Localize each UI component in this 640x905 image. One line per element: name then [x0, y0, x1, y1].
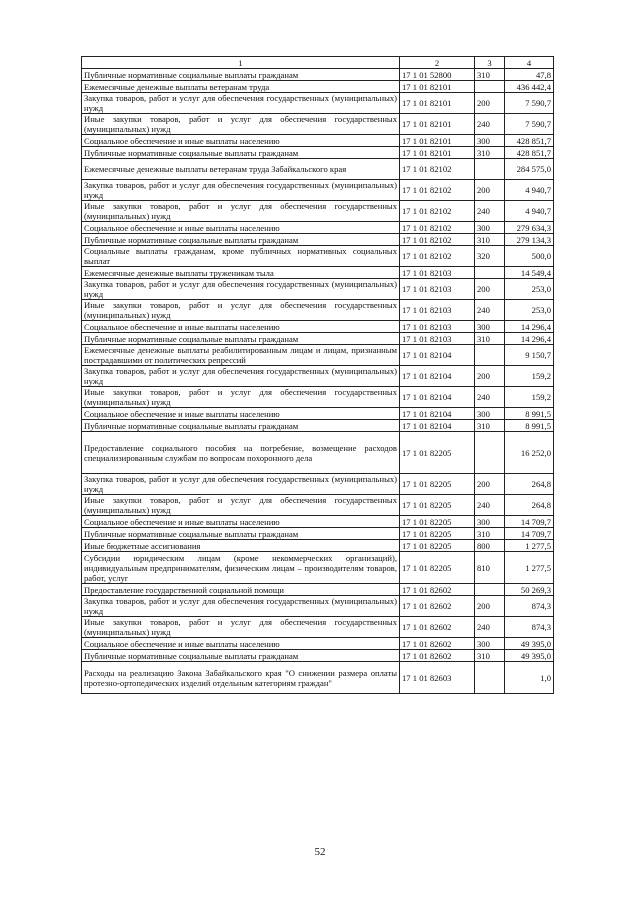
row-name: Закупка товаров, работ и услуг для обеспечения государственных (муниципальных) нужд	[82, 596, 400, 617]
table-row	[82, 474, 554, 495]
row-expense-type: 200	[475, 596, 505, 617]
table-row	[82, 662, 554, 694]
row-code: 17 1 01 52800	[400, 69, 475, 81]
row-amount: 159,2	[505, 366, 554, 387]
row-amount: 8 991,5	[505, 408, 554, 420]
row-code: 17 1 01 82104	[400, 408, 475, 420]
row-code: 17 1 01 82205	[400, 528, 475, 540]
page-number: 52	[314, 846, 326, 858]
row-amount: 264,8	[505, 474, 554, 495]
row-code: 17 1 01 82103	[400, 300, 475, 321]
row-name: Закупка товаров, работ и услуг для обеспечения государственных (муниципальных) нужд	[82, 93, 400, 114]
table-row	[82, 201, 554, 222]
table-row	[82, 246, 554, 267]
row-code: 17 1 01 82101	[400, 135, 475, 147]
row-expense-type	[475, 432, 505, 474]
row-amount: 16 252,0	[505, 432, 554, 474]
row-name: Социальное обеспечение и иные выплаты населению	[82, 321, 400, 333]
row-expense-type: 800	[475, 540, 505, 552]
row-expense-type: 240	[475, 300, 505, 321]
row-expense-type: 310	[475, 147, 505, 159]
row-amount: 8 991,5	[505, 420, 554, 432]
row-name: Иные закупки товаров, работ и услуг для обеспечения государственных (муниципальных) нужд	[82, 387, 400, 408]
row-amount: 14 709,7	[505, 516, 554, 528]
row-name: Субсидии юридическим лицам (кроме некоммерческих организаций), индивидуальным предпринимателям, физическим лицам – производителям товаров, работ, услуг	[82, 552, 400, 584]
row-code: 17 1 01 82205	[400, 540, 475, 552]
row-code: 17 1 01 82205	[400, 516, 475, 528]
row-amount: 1,0	[505, 662, 554, 694]
row-amount: 1 277,5	[505, 540, 554, 552]
row-expense-type	[475, 267, 505, 279]
table-row	[82, 387, 554, 408]
row-amount: 4 940,7	[505, 201, 554, 222]
row-name: Закупка товаров, работ и услуг для обеспечения государственных (муниципальных) нужд	[82, 180, 400, 201]
table-header-row	[82, 57, 554, 69]
row-name: Ежемесячные денежные выплаты ветеранам труда	[82, 81, 400, 93]
row-name: Закупка товаров, работ и услуг для обеспечения государственных (муниципальных) нужд	[82, 279, 400, 300]
row-expense-type: 200	[475, 366, 505, 387]
row-expense-type: 310	[475, 69, 505, 81]
row-name: Социальное обеспечение и иные выплаты населению	[82, 638, 400, 650]
row-expense-type	[475, 345, 505, 366]
row-name: Ежемесячные денежные выплаты ветеранам труда Забайкальского края	[82, 159, 400, 180]
table-row	[82, 267, 554, 279]
row-expense-type: 310	[475, 650, 505, 662]
table-row	[82, 540, 554, 552]
row-code: 17 1 01 82603	[400, 662, 475, 694]
table-row	[82, 147, 554, 159]
row-code: 17 1 01 82205	[400, 432, 475, 474]
row-name: Публичные нормативные социальные выплаты гражданам	[82, 650, 400, 662]
table-row	[82, 321, 554, 333]
row-code: 17 1 01 82101	[400, 114, 475, 135]
row-amount: 253,0	[505, 300, 554, 321]
row-amount: 874,3	[505, 617, 554, 638]
row-amount: 279 134,3	[505, 234, 554, 246]
row-amount: 9 150,7	[505, 345, 554, 366]
column-header-amount: 4	[505, 57, 554, 69]
row-amount: 14 296,4	[505, 321, 554, 333]
table-row	[82, 420, 554, 432]
row-amount: 264,8	[505, 495, 554, 516]
row-code: 17 1 01 82103	[400, 321, 475, 333]
row-code: 17 1 01 82602	[400, 596, 475, 617]
row-amount: 49 395,0	[505, 650, 554, 662]
row-expense-type: 310	[475, 528, 505, 540]
row-name: Публичные нормативные социальные выплаты гражданам	[82, 69, 400, 81]
row-code: 17 1 01 82102	[400, 222, 475, 234]
row-expense-type: 300	[475, 408, 505, 420]
row-code: 17 1 01 82602	[400, 638, 475, 650]
row-amount: 7 590,7	[505, 114, 554, 135]
row-amount: 14 549,4	[505, 267, 554, 279]
table-row	[82, 180, 554, 201]
table-row	[82, 279, 554, 300]
row-name: Иные бюджетные ассигнования	[82, 540, 400, 552]
row-name: Публичные нормативные социальные выплаты гражданам	[82, 333, 400, 345]
row-expense-type: 200	[475, 279, 505, 300]
column-header-name: 1	[82, 57, 400, 69]
row-code: 17 1 01 82101	[400, 81, 475, 93]
column-header-code: 2	[400, 57, 475, 69]
table-row	[82, 408, 554, 420]
row-expense-type: 300	[475, 516, 505, 528]
row-code: 17 1 01 82102	[400, 201, 475, 222]
table-row	[82, 495, 554, 516]
row-name: Предоставление социального пособия на погребение, возмещение расходов специализированным службам по вопросам похоронного дела	[82, 432, 400, 474]
table-row	[82, 345, 554, 366]
row-code: 17 1 01 82101	[400, 93, 475, 114]
row-expense-type: 300	[475, 321, 505, 333]
row-code: 17 1 01 82104	[400, 420, 475, 432]
row-name: Закупка товаров, работ и услуг для обеспечения государственных (муниципальных) нужд	[82, 366, 400, 387]
row-code: 17 1 01 82205	[400, 552, 475, 584]
column-header-expense-type: 3	[475, 57, 505, 69]
row-code: 17 1 01 82103	[400, 267, 475, 279]
row-name: Публичные нормативные социальные выплаты гражданам	[82, 420, 400, 432]
row-amount: 500,0	[505, 246, 554, 267]
row-amount: 428 851,7	[505, 135, 554, 147]
row-expense-type: 200	[475, 474, 505, 495]
row-name: Ежемесячные денежные выплаты труженикам тыла	[82, 267, 400, 279]
row-expense-type: 810	[475, 552, 505, 584]
row-amount: 7 590,7	[505, 93, 554, 114]
row-expense-type: 300	[475, 222, 505, 234]
row-name: Публичные нормативные социальные выплаты гражданам	[82, 147, 400, 159]
table-row	[82, 135, 554, 147]
table-row	[82, 234, 554, 246]
row-code: 17 1 01 82101	[400, 147, 475, 159]
table-row	[82, 617, 554, 638]
row-code: 17 1 01 82602	[400, 650, 475, 662]
row-amount: 49 395,0	[505, 638, 554, 650]
table-row	[82, 114, 554, 135]
table-row	[82, 596, 554, 617]
row-amount: 284 575,0	[505, 159, 554, 180]
row-name: Закупка товаров, работ и услуг для обеспечения государственных (муниципальных) нужд	[82, 474, 400, 495]
row-expense-type: 240	[475, 617, 505, 638]
row-name: Социальное обеспечение и иные выплаты населению	[82, 408, 400, 420]
row-code: 17 1 01 82205	[400, 495, 475, 516]
row-name: Предоставление государственной социальной помощи	[82, 584, 400, 596]
row-amount: 47,8	[505, 69, 554, 81]
row-code: 17 1 01 82102	[400, 234, 475, 246]
row-amount: 279 634,3	[505, 222, 554, 234]
row-amount: 253,0	[505, 279, 554, 300]
row-code: 17 1 01 82102	[400, 180, 475, 201]
row-name: Ежемесячные денежные выплаты реабилитированным лицам и лицам, признанным пострадавшими от политических репрессий	[82, 345, 400, 366]
row-amount: 874,3	[505, 596, 554, 617]
row-amount: 1 277,5	[505, 552, 554, 584]
row-name: Социальное обеспечение и иные выплаты населению	[82, 135, 400, 147]
row-expense-type: 240	[475, 495, 505, 516]
row-expense-type: 310	[475, 333, 505, 345]
row-amount: 14 296,4	[505, 333, 554, 345]
row-name: Социальное обеспечение и иные выплаты населению	[82, 222, 400, 234]
table-row	[82, 584, 554, 596]
row-amount: 50 269,3	[505, 584, 554, 596]
row-code: 17 1 01 82104	[400, 387, 475, 408]
table-row	[82, 528, 554, 540]
row-expense-type	[475, 81, 505, 93]
row-name: Иные закупки товаров, работ и услуг для обеспечения государственных (муниципальных) нужд	[82, 201, 400, 222]
row-name: Иные закупки товаров, работ и услуг для обеспечения государственных (муниципальных) нужд	[82, 300, 400, 321]
row-expense-type: 300	[475, 638, 505, 650]
row-name: Иные закупки товаров, работ и услуг для обеспечения государственных (муниципальных) нужд	[82, 495, 400, 516]
row-expense-type: 300	[475, 135, 505, 147]
row-code: 17 1 01 82103	[400, 279, 475, 300]
table-row	[82, 432, 554, 474]
row-expense-type	[475, 662, 505, 694]
table-row	[82, 159, 554, 180]
table-row	[82, 93, 554, 114]
row-expense-type	[475, 159, 505, 180]
row-amount: 428 851,7	[505, 147, 554, 159]
row-expense-type: 320	[475, 246, 505, 267]
row-code: 17 1 01 82205	[400, 474, 475, 495]
table-row	[82, 300, 554, 321]
table-row	[82, 333, 554, 345]
row-code: 17 1 01 82103	[400, 333, 475, 345]
row-amount: 14 709,7	[505, 528, 554, 540]
row-expense-type: 310	[475, 234, 505, 246]
row-code: 17 1 01 82102	[400, 246, 475, 267]
row-expense-type	[475, 584, 505, 596]
row-expense-type: 200	[475, 93, 505, 114]
table-row	[82, 516, 554, 528]
row-code: 17 1 01 82102	[400, 159, 475, 180]
row-expense-type: 200	[475, 180, 505, 201]
row-code: 17 1 01 82602	[400, 617, 475, 638]
row-code: 17 1 01 82602	[400, 584, 475, 596]
row-expense-type: 310	[475, 420, 505, 432]
row-name: Публичные нормативные социальные выплаты гражданам	[82, 234, 400, 246]
budget-table	[81, 56, 554, 694]
row-name: Социальные выплаты гражданам, кроме публичных нормативных социальных выплат	[82, 246, 400, 267]
table-row	[82, 650, 554, 662]
table-row	[82, 222, 554, 234]
row-amount: 436 442,4	[505, 81, 554, 93]
row-code: 17 1 01 82104	[400, 366, 475, 387]
row-name: Расходы на реализацию Закона Забайкальского края "О снижении размера оплаты протезно-ортопедических изделий отдельным категориям граждан"	[82, 662, 400, 694]
table-row	[82, 638, 554, 650]
table-row	[82, 81, 554, 93]
table-body	[82, 69, 554, 694]
row-name: Иные закупки товаров, работ и услуг для обеспечения государственных (муниципальных) нужд	[82, 114, 400, 135]
row-amount: 159,2	[505, 387, 554, 408]
table-row	[82, 69, 554, 81]
table-row	[82, 552, 554, 584]
row-expense-type: 240	[475, 387, 505, 408]
row-name: Иные закупки товаров, работ и услуг для обеспечения государственных (муниципальных) нужд	[82, 617, 400, 638]
table-row	[82, 366, 554, 387]
row-expense-type: 240	[475, 201, 505, 222]
row-name: Публичные нормативные социальные выплаты гражданам	[82, 528, 400, 540]
row-name: Социальное обеспечение и иные выплаты населению	[82, 516, 400, 528]
row-amount: 4 940,7	[505, 180, 554, 201]
row-code: 17 1 01 82104	[400, 345, 475, 366]
row-expense-type: 240	[475, 114, 505, 135]
